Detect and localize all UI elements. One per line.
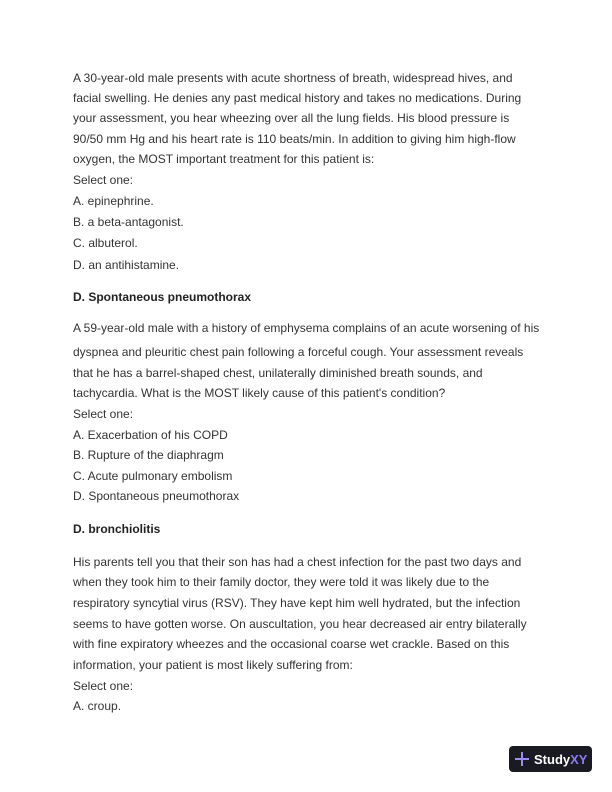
question-text-line: His parents tell you that their son has had a chest infection for the past two days and bbox=[73, 555, 522, 569]
question-text-line: with fine expiratory wheezes and the occasional coarse wet crackle. Based on this bbox=[73, 637, 510, 651]
question-text-line: oxygen, the MOST important treatment for this patient is: bbox=[73, 152, 375, 166]
question-text-line: when they took him to their family doctor, they were told it was likely due to the bbox=[73, 575, 490, 589]
answer-option: B. a beta-antagonist. bbox=[73, 215, 184, 229]
select-one-prompt: Select one: bbox=[73, 407, 134, 421]
question-text-line: dyspnea and pleuritic chest pain following a forceful cough. Your assessment reveals bbox=[73, 345, 524, 359]
question-text-line: information, your patient is most likely suffering from: bbox=[73, 658, 353, 672]
studyxy-logo[interactable] bbox=[509, 746, 592, 772]
question-text-line: A 59-year-old male with a history of emphysema complains of an acute worsening of his bbox=[73, 321, 540, 335]
question-text-line: your assessment, you hear wheezing over all the lung fields. His blood pressure is bbox=[73, 111, 510, 125]
answer-option: D. an antihistamine. bbox=[73, 258, 180, 272]
answer-option: D. Spontaneous pneumothorax bbox=[73, 489, 240, 503]
question-text-line: seems to have gotten worse. On auscultation, you hear decreased air entry bilaterally bbox=[73, 617, 527, 631]
question-text-line: tachycardia. What is the MOST likely cause of this patient's condition? bbox=[73, 386, 446, 400]
question-text-line: A 30-year-old male presents with acute shortness of breath, widespread hives, and bbox=[73, 71, 513, 85]
question-text-line: facial swelling. He denies any past medical history and takes no medications. During bbox=[73, 91, 522, 105]
answer-option: A. epinephrine. bbox=[73, 194, 154, 208]
plus-icon bbox=[515, 752, 529, 766]
correct-answer: D. Spontaneous pneumothorax bbox=[73, 290, 252, 304]
logo-text: StudyXY bbox=[534, 751, 588, 767]
answer-option: B. Rupture of the diaphragm bbox=[73, 448, 224, 462]
question-text-line: respiratory syncytial virus (RSV). They have kept him well hydrated, but the infection bbox=[73, 596, 521, 610]
select-one-prompt: Select one: bbox=[73, 679, 134, 693]
select-one-prompt: Select one: bbox=[73, 173, 134, 187]
question-text-line: that he has a barrel-shaped chest, unilaterally diminished breath sounds, and bbox=[73, 366, 483, 380]
answer-option: A. Exacerbation of his COPD bbox=[73, 428, 228, 442]
answer-option: C. albuterol. bbox=[73, 236, 138, 250]
correct-answer: D. bronchiolitis bbox=[73, 522, 161, 536]
question-text-line: 90/50 mm Hg and his heart rate is 110 beats/min. In addition to giving him high-flow bbox=[73, 132, 516, 146]
answer-option: C. Acute pulmonary embolism bbox=[73, 469, 233, 483]
answer-option: A. croup. bbox=[73, 699, 122, 713]
